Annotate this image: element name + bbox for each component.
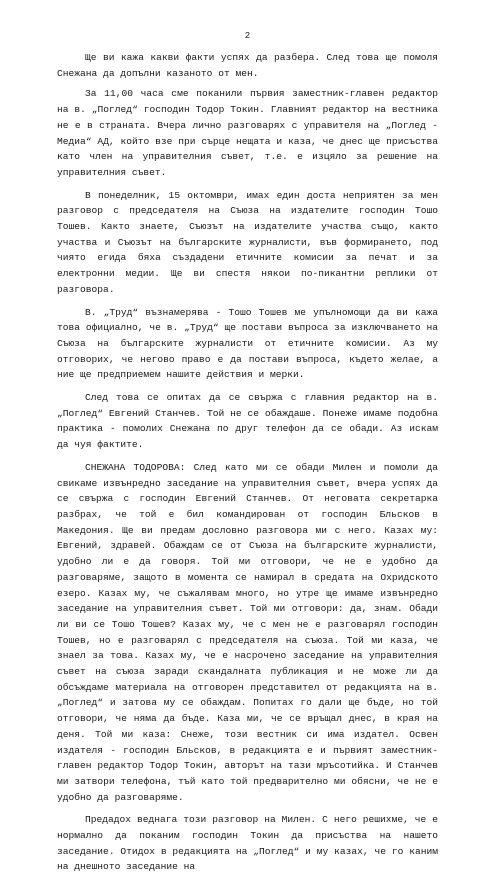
paragraph-3: В понеделник, 15 октомври, имах един доста неприятен за мен разговор с председателя на Съюза на издателите господин Тошо Тошев. Както знаете, Съюзът на издателите участва също, както участва и Съюзът на българските журналисти, във формирането, под чиято егида бяха създадени етичните комисии за печат и за електронни медии. Ще ви спестя някои по-пикантни реплики от разговора. xyxy=(57,189,438,295)
paragraph-1: Ще ви кажа какви факти успях да разбера. След това ще помоля Снежана да допълни казаното от мен. xyxy=(57,52,438,79)
paragraph-5: След това се опитах да се свържа с главния редактор на в. „Поглед“ Евгений Станчев. Той не се обаждаше. Понеже имаме подобна практика - помолих Снежана по друг телефон да се обади. Аз искам да чуя фактите. xyxy=(57,392,438,451)
paragraph-6: СНЕЖАНА ТОДОРОВА: След като ми се обади Милен и помоли да свикаме извънредно заседание на управителния съвет, вчера успях да се свържа с господин Евгений Станчев. От неговата секретарка разбрах, че той е бил командирован от господин Бльсков в Македония. Ще ви предам дословно разговора ми с него. Казах му: Евгений, здравей. Обаждам се от Съюза на българските журналисти, удобно ли е да говоря. Той ми отговори, че не е удобно да разговаряме, защото в момента се намирал в средата на Охридското езеро. Казах му, че съжалявам много, но утре ще имаме извънредно заседание на управителния съвет. Той ми отговори: да, знам. Обади ли ви се Тошо Тошев? Казах му, че с мен не е разговарял господин Тошев, но е разговарял с председателя на съюза. Той ми каза, че знаел за това. Казах му, че е насрочено заседание на управителния съвет на съюза заради скандалната публикация и не може ли да обсъждаме материала на отговорен представител от редакцията на в. „Поглед“ и затова му се обаждам. Попитах го дали ще бъде, но той отговори, че няма да бъде. Каза ми, че се връщал днес, в края на деня. Той ми каза: Снеже, този вестник си има издател. Освен издателя - господин Бльсков, в редакцията е и първият заместник-главен редактор Тодор Токин, авторът на тази мръсотийка. И Станчев ми затвори телефона, тъй като той предварително ми обясни, че не е удобно да разговаряме. xyxy=(57,461,438,803)
paragraph-4: В. „Труд“ възнамерява - Тошо Тошев ме упълномощи да ви кажа това официално, че в. „Труд“ ще постави въпроса за изключването на Съюза на българските журналисти от етичните комисии. Аз му отговорих, че негово право е да постави въпроса, където желае, а ние ще предприемем нашите действия и мерки. xyxy=(57,306,438,381)
page-number: 2 xyxy=(244,31,251,41)
paragraph-2: За 11,00 часа сме поканили първия заместник-главен редактор на в. „Поглед“ господин Тодор Токин. Главният редактор на вестника не е в страната. Вчера лично разговарях с управителя на „Поглед - Медиа“ АД, който взе при сърце нещата и каза, че днес ще присъства като член на управителния съвет, т.е. е изцяло за решение на управителния съвет. xyxy=(57,88,438,178)
paragraph-7: Предадох веднага този разговор на Милен. С него решихме, че е нормално да поканим господин Токин да присъства на нашето заседание. Отидох в редакцията на „Поглед“ и му казах, че го каним на днешното заседание на xyxy=(57,814,438,873)
